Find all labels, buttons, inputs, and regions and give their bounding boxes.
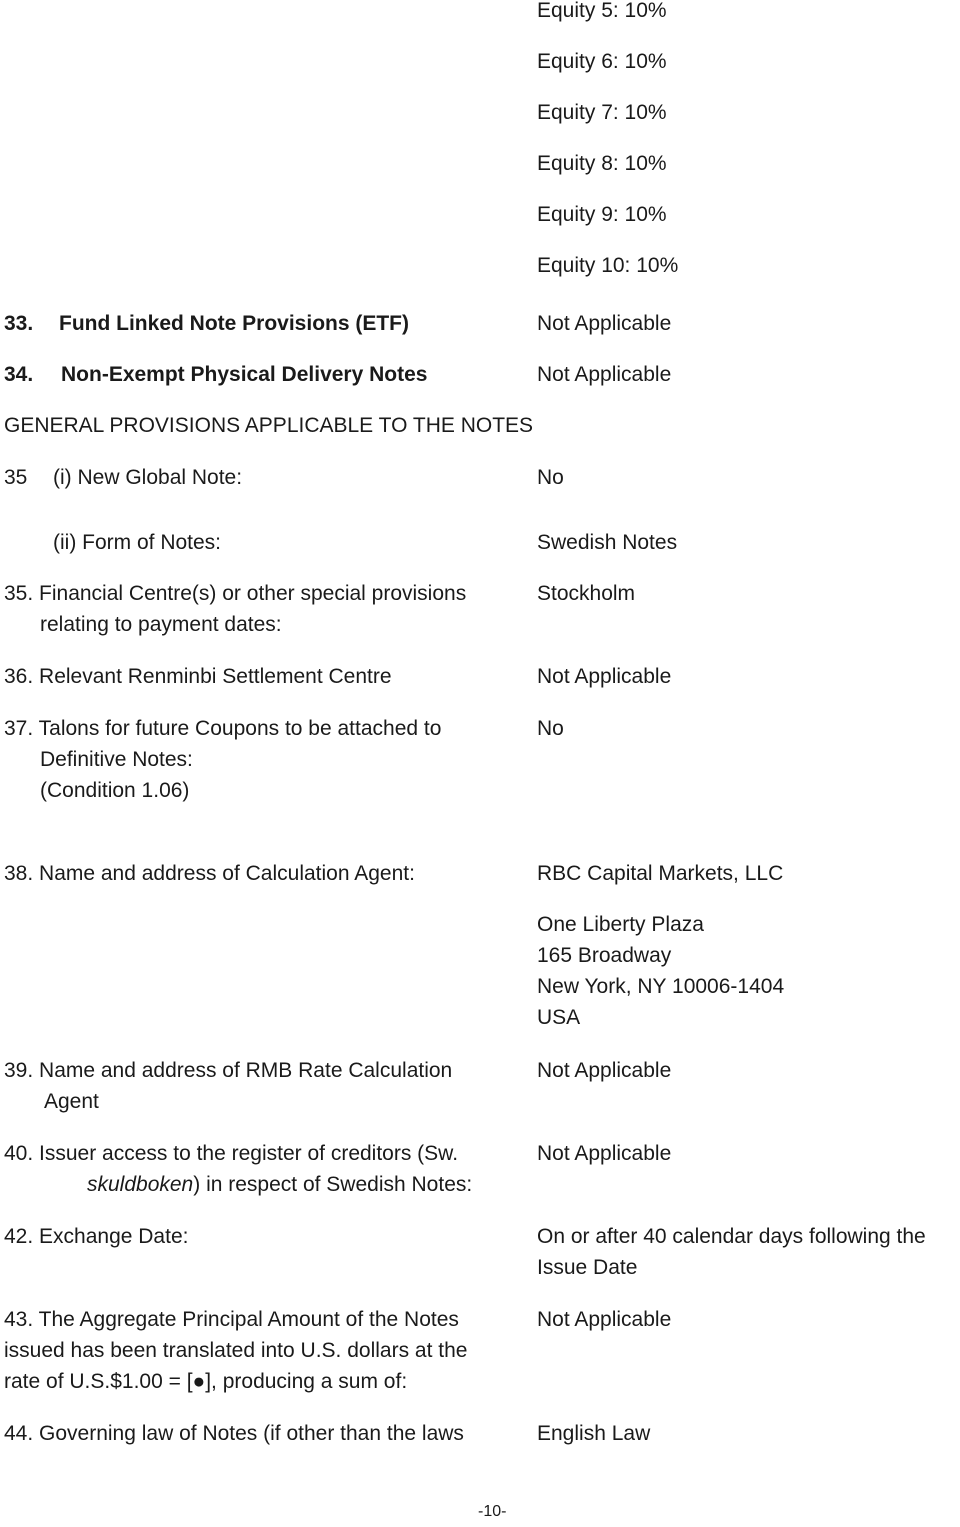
item-35-form-of-notes-label: (ii) Form of Notes: (53, 531, 222, 554)
equity-weight-6: Equity 6: 10% (537, 50, 667, 73)
equity-weight-10: Equity 10: 10% (537, 254, 679, 277)
equity-weight-5: Equity 5: 10% (537, 0, 667, 22)
item-35-financial-centre-value: Stockholm (537, 582, 636, 605)
item-35-new-global-note-value: No (537, 466, 564, 489)
item-40-label (4, 1138, 472, 1200)
item-40-label-italic: skuldboken (87, 1173, 194, 1196)
item-35-form-of-notes-value: Swedish Notes (537, 531, 678, 554)
item-33-label: Fund Linked Note Provisions (ETF) (59, 312, 410, 335)
item-43-label (4, 1304, 467, 1397)
item-42-value (537, 1221, 926, 1283)
item-43-label-line3 (4, 1366, 467, 1397)
item-37-label-line1: 37. Talons for future Coupons to be attached to (4, 717, 442, 740)
address-line-2: 165 Broadway (537, 944, 672, 967)
item-37-label-line3: (Condition 1.06) (40, 779, 190, 802)
item-37-value: No (537, 717, 564, 740)
item-35-financial-centre-label-line2: relating to payment dates: (40, 613, 282, 636)
item-42-value-line1: On or after 40 calendar days following the (537, 1225, 926, 1248)
item-42-value-line2: Issue Date (537, 1256, 638, 1279)
item-44-value: English Law (537, 1422, 651, 1445)
equity-weight-8: Equity 8: 10% (537, 152, 667, 175)
equity-weight-9: Equity 9: 10% (537, 203, 667, 226)
item-43-rate-prefix: rate of U.S.$1.00 = [ (4, 1370, 193, 1393)
item-38-label: 38. Name and address of Calculation Agent: (4, 862, 415, 885)
item-35-financial-centre-label (4, 578, 466, 640)
calculation-agent-address (537, 909, 784, 1033)
bullet-icon: ● (192, 1370, 206, 1393)
address-line-3: New York, NY 10006-1404 (537, 975, 785, 998)
item-33-number: 33. (4, 312, 34, 335)
item-36-label: 36. Relevant Renminbi Settlement Centre (4, 665, 392, 688)
item-42-label: 42. Exchange Date: (4, 1225, 189, 1248)
item-38-value: RBC Capital Markets, LLC (537, 862, 784, 885)
equity-weight-7: Equity 7: 10% (537, 101, 667, 124)
item-37-label-line2: Definitive Notes: (40, 748, 193, 771)
item-44-label: 44. Governing law of Notes (if other than the laws (4, 1422, 464, 1445)
item-35-new-global-note-label: (i) New Global Note: (53, 466, 243, 489)
item-40-label-rest: ) in respect of Swedish Notes: (193, 1173, 473, 1196)
item-39-label-line1: 39. Name and address of RMB Rate Calculation (4, 1059, 453, 1082)
item-35-number: 35 (4, 466, 28, 489)
page-number: -10- (478, 1503, 507, 1520)
address-line-4: USA (537, 1006, 581, 1029)
item-34-label: Non-Exempt Physical Delivery Notes (61, 363, 428, 386)
item-40-label-line1: 40. Issuer access to the register of creditors (Sw. (4, 1142, 459, 1165)
item-35-financial-centre-label-line1: 35. Financial Centre(s) or other special provisions (4, 582, 467, 605)
item-39-label-line2: Agent (44, 1090, 99, 1113)
item-40-value: Not Applicable (537, 1142, 672, 1165)
item-34-value: Not Applicable (537, 363, 672, 386)
item-33-value: Not Applicable (537, 312, 672, 335)
item-43-rate-suffix: ], producing a sum of: (205, 1370, 408, 1393)
item-40-label-line2 (4, 1169, 472, 1200)
item-36-value: Not Applicable (537, 665, 672, 688)
item-43-label-line1: 43. The Aggregate Principal Amount of the Notes (4, 1308, 459, 1331)
item-43-label-line2: issued has been translated into U.S. dollars at the (4, 1339, 468, 1362)
item-39-label (4, 1055, 452, 1117)
item-37-label (4, 713, 441, 806)
item-43-value: Not Applicable (537, 1308, 672, 1331)
section-heading-general-provisions: GENERAL PROVISIONS APPLICABLE TO THE NOTES (4, 414, 534, 437)
address-line-1: One Liberty Plaza (537, 913, 704, 936)
item-39-value: Not Applicable (537, 1059, 672, 1082)
item-34-number: 34. (4, 363, 34, 386)
